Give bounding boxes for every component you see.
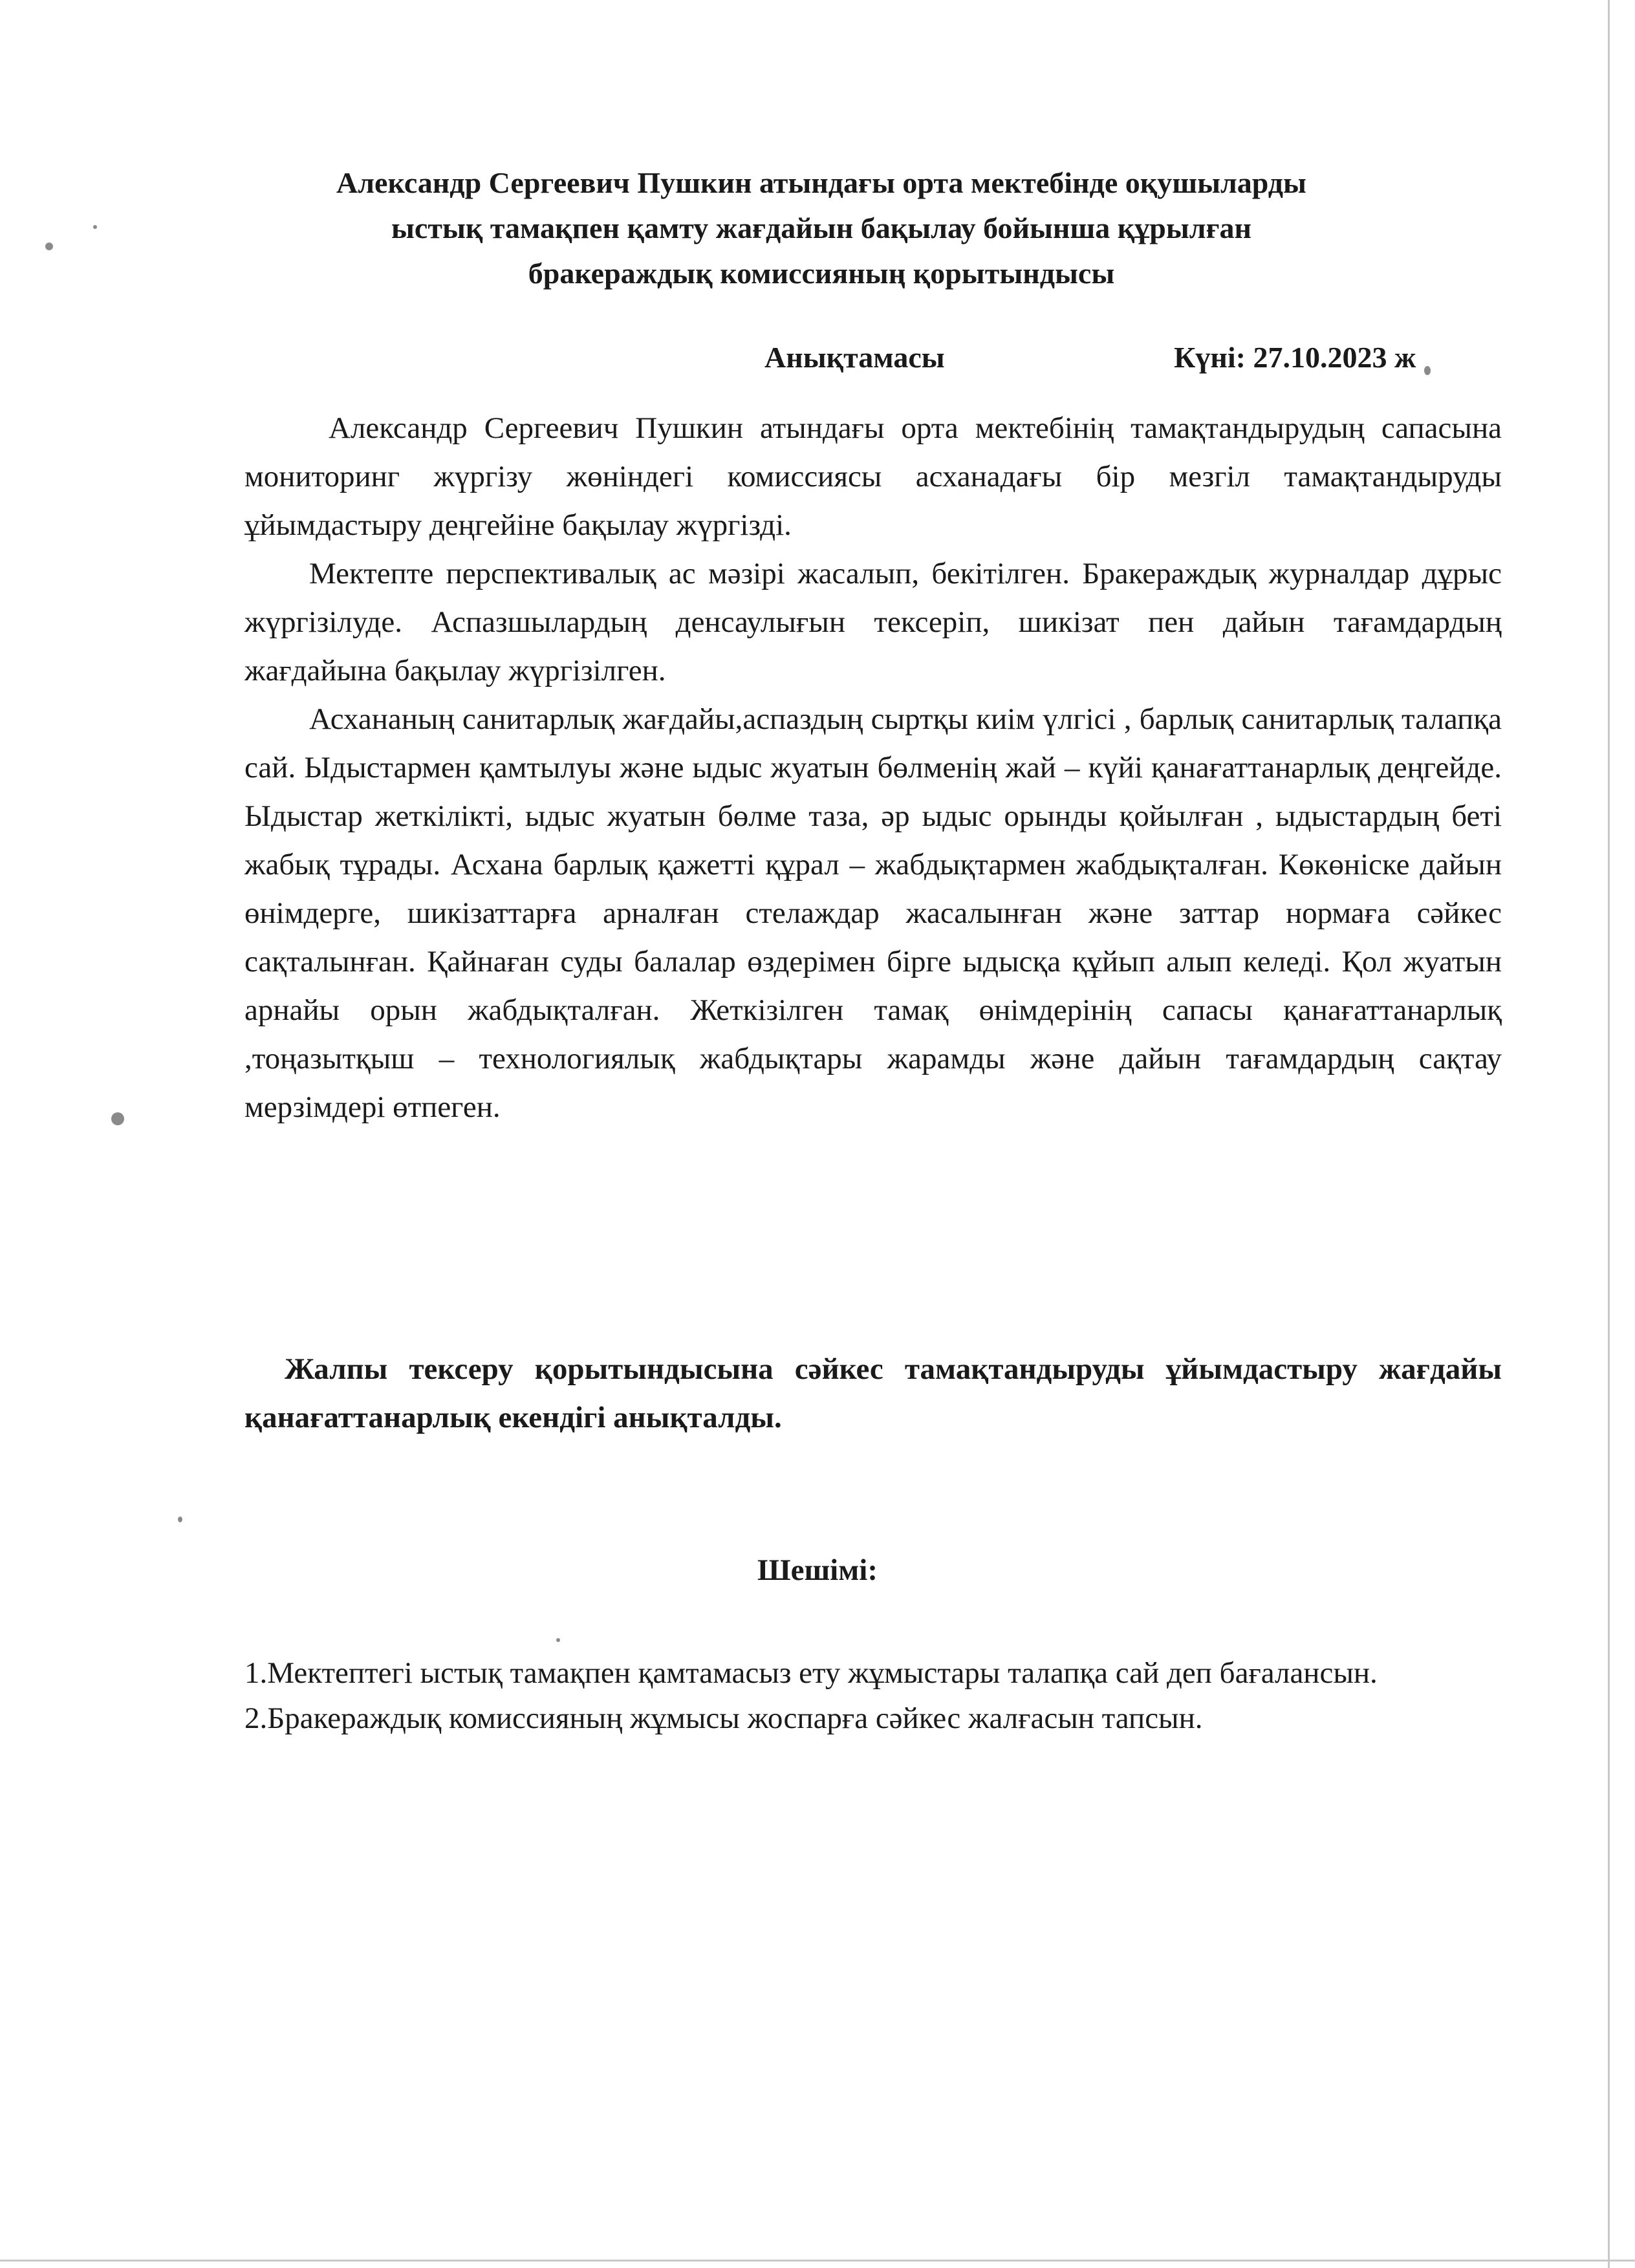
- scan-speck: [45, 243, 53, 250]
- body-paragraph: Мектепте перспективалық ас мәзірі жасалып, бекітілген. Бракераждық журналдар дұрыс жүргізілуде. Аспазшылардың денсаулығын тексеріп, шикізат пен дайын тағамдардың жағдайына бақылау жүргізілген.: [244, 557, 1502, 687]
- document-body: [244, 404, 1502, 1132]
- scan-speck: [93, 225, 97, 229]
- body-paragraph: Асхананың санитарлық жағдайы,аспаздың сыртқы киім үлгісі , барлық санитарлық талапқа сай. Ыдыстармен қамтылуы және ыдыс жуатын бөлменің жай – күйі қанағаттанарлық деңгейде. Ыдыстар жеткілікті, ыдыс жуатын бөлме таза, әр ыдыс орынды қойылған , ыдыстардың беті жабық тұрады. Асхана барлық қажетті құрал – жабдықтармен жабдықталған. Көкөніске дайын өнімдерге, шикізаттарға арналған стелаждар жасалынған және заттар нормаға сәйкес сақталынған. Қайнаған суды балалар өздерімен бірге ыдысқа құйып алып келеді. Қол жуатын арнайы орын жабдықталған. Жеткізілген тамақ өнімдерінің сапасы қанағаттанарлық ,тоңазытқыш – технологиялық жабдықтары жарамды және дайын тағамдардың сақтау мерзімдері өтпеген.: [244, 702, 1502, 1124]
- decision-list: [244, 1650, 1502, 1741]
- title-line: Александр Сергеевич Пушкин атындағы орта мектебінде оқушыларды: [336, 166, 1306, 199]
- document-date: Күні: 27.10.2023 ж: [1174, 341, 1416, 374]
- scan-speck: [1424, 366, 1431, 375]
- scan-edge-line: [1608, 0, 1610, 2268]
- scan-edge-line: [0, 2260, 1635, 2262]
- document-title: [194, 160, 1449, 296]
- scan-speck: [111, 1112, 124, 1125]
- decision-heading: Шешімі:: [757, 1553, 878, 1587]
- conclusion-paragraph: Жалпы тексеру қорытындысына сәйкес тамақтандыруды ұйымдастыру жағдайы қанағаттанарлық екендігі анықталды.: [244, 1352, 1502, 1434]
- scan-speck: [178, 1517, 182, 1522]
- decision-item: 1.Мектептегі ыстық тамақпен қамтамасыз ету жұмыстары талапқа сай деп бағалансын.: [244, 1656, 1378, 1690]
- scan-speck: [556, 1638, 560, 1642]
- decision-item: 2.Бракераждық комиссияның жұмысы жоспарға сәйкес жалғасын тапсын.: [244, 1701, 1203, 1735]
- title-line: ыстық тамақпен қамту жағдайын бақылау бойынша құрылған: [391, 211, 1251, 244]
- body-paragraph: Александр Сергеевич Пушкин атындағы орта мектебінің тамақтандырудың сапасына мониторинг жүргізу жөніндегі комиссиясы асханадағы бір мезгіл тамақтандыруды ұйымдастыру деңгейіне бақылау жүргізді.: [244, 411, 1502, 542]
- title-line: бракераждық комиссияның қорытындысы: [528, 257, 1115, 290]
- reference-label: Анықтамасы: [764, 341, 945, 374]
